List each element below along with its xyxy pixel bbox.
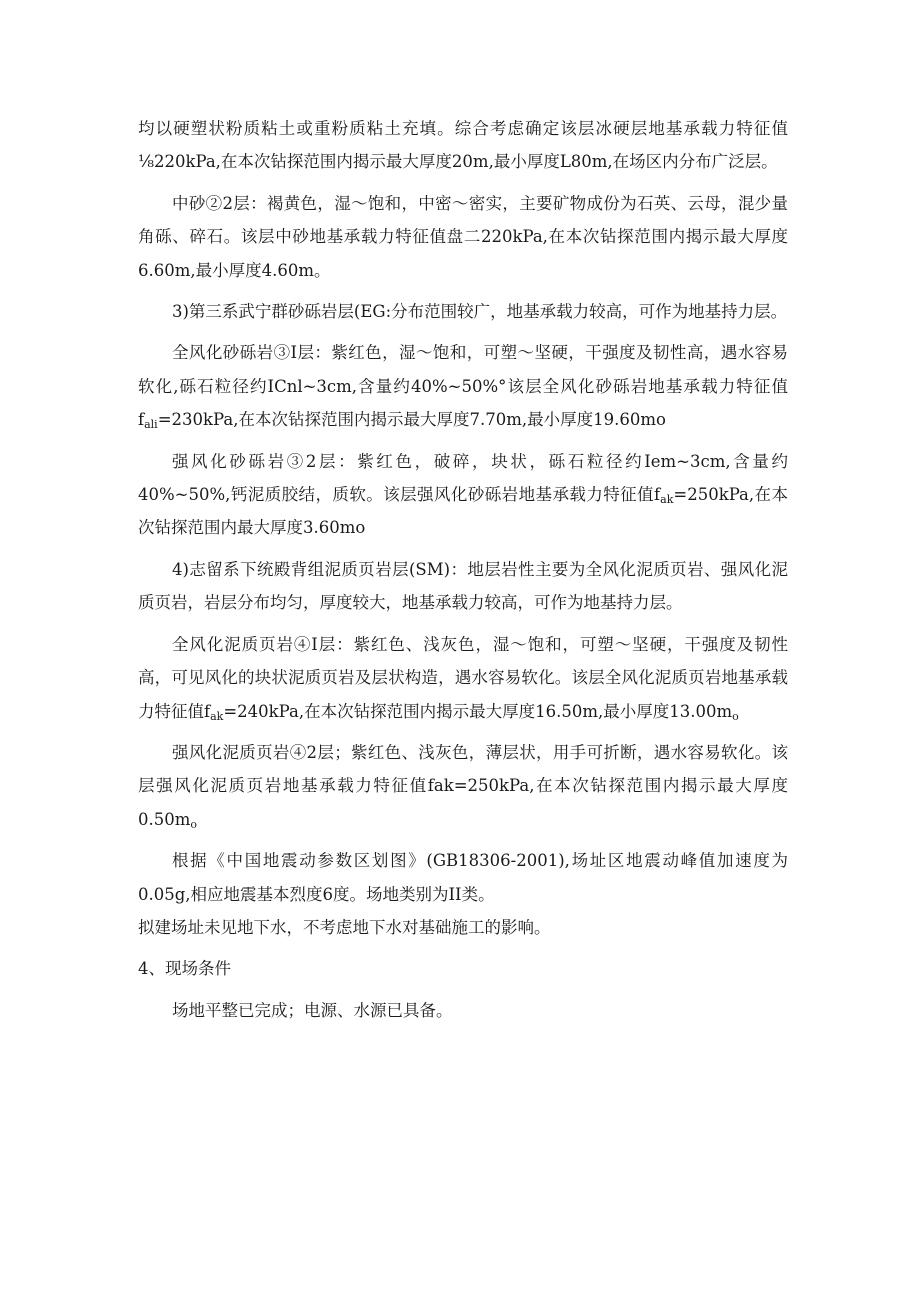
paragraph-site-conditions: 场地平整已完成；电源、水源已具备。 <box>172 1000 453 1020</box>
subscript: o <box>190 817 198 831</box>
paragraph-groundwater: 拟建场址未见地下水，不考虑地下水对基础施工的影响。 <box>138 917 551 937</box>
paragraph-fill-layer: 均以硬塑状粉质粘土或重粉质粘土充填。综合考虑确定该层冰硬层地基承载力特征值⅛220kPa,在本次钻探范围内揭示最大厚度20m,最小厚度L80m,在场区内分布广泛层。 <box>138 119 788 172</box>
paragraph-strongly-weathered-shale <box>138 736 788 836</box>
paragraph-medium-sand: 中砂②2层：褐黄色，湿～饱和，中密～密实，主要矿物成份为石英、云母，混少量角砾、碎石。该层中砂地基承载力特征值盘二220kPa,在本次钻探范围内揭示最大厚度6.60m,最小厚度4.60m。 <box>138 193 788 280</box>
paragraph-fully-weathered-shale <box>138 628 788 728</box>
text-segment: 强风化泥质页岩④2层；紫红色、浅灰色，薄层状，用手可折断，遇水容易软化。该层强风化泥质页岩地基承载力特征值fak=250kPa,在本次钻探范围内揭示最大厚度0.50m <box>138 742 788 829</box>
paragraph-strongly-weathered-conglomerate <box>138 445 788 545</box>
text-segment: 强风化砂砾岩③2层：紫红色，破碎，块状，砾石粒径约Iem~3cm,含量约40%~50%,钙泥质胶结，质软。该层强风化砂砾岩地基承载力特征值f <box>138 451 788 505</box>
text-segment: 全风化泥质页岩④I层：紫红色、浅灰色，湿～饱和，可塑～坚硬，干强度及韧性高，可见风化的块状泥质页岩及层状构造，遇水容易软化。该层全风化泥质页岩地基承载力特征值f <box>138 634 788 721</box>
text-segment: =230kPa,在本次钻探范围内揭示最大厚度7.70m,最小厚度19.60mo <box>157 410 666 430</box>
subscript: ak <box>660 493 674 507</box>
text-segment: =250kPa,在本次钻探范围内最大厚度3.60mo <box>138 485 788 538</box>
section-heading-site-conditions: 4、现场条件 <box>138 959 231 979</box>
subscript: o <box>732 709 739 723</box>
subscript: ali <box>144 418 158 432</box>
paragraph-silurian-shale: 4)志留系下统殿背组泥质页岩层(SM)：地层岩性主要为全风化泥质页岩、强风化泥质页岩，岩层分布均匀，厚度较大，地基承载力较高，可作为地基持力层。 <box>138 559 788 613</box>
text-segment: 全风化砂砾岩③I层：紫红色，湿～饱和，可塑～坚硬，干强度及韧性高，遇水容易软化,砾石粒径约ICnl~3cm,含量约40%~50%°该层全风化砂砾岩地基承载力特征值f <box>138 343 788 430</box>
paragraph-seismic: 根据《中国地震动参数区划图》(GB18306-2001),场址区地震动峰值加速度为0.05g,相应地震基本烈度6度。场地类别为II类。 <box>138 851 788 904</box>
paragraph-fully-weathered-conglomerate <box>138 336 788 436</box>
document-body <box>138 112 788 1027</box>
text-segment: =240kPa,在本次钻探范围内揭示最大厚度16.50m,最小厚度13.00m <box>223 701 733 721</box>
subscript: ak <box>210 709 224 723</box>
paragraph-tertiary-conglomerate: 3)第三系武宁群砂砾岩层(EG:分布范围较广，地基承载力较高，可作为地基持力层。 <box>172 302 788 322</box>
